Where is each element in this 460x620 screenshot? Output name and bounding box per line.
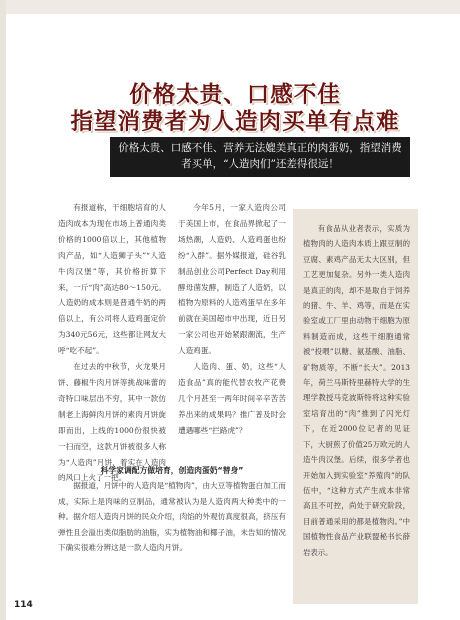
headline-line-2: 指望消费者为人造肉买单有点难 [70,109,400,135]
headline [60,82,410,136]
column-2-paragraph: 人造肉、蛋、奶，这些“人造食品”真的能代替农牧产花费几个月甚至一两年时间辛辛苦苦养出来的成果吗？推广普及时会遭遇哪些“拦路虎”？ [178,362,286,435]
headline-line-1: 价格太贵、口感不佳 [129,82,341,108]
column-1-paragraph: 在过去的中秋节，火龙果月饼、藤椒牛肉月饼等挑战味蕾的奇特口味层出不穷，其中一款仿制老上海鲜肉月饼的素肉月饼旋即而出，上线的1000份很快被一扫而空，这款月饼被很多人称为“人造肉”月饼，着实在人造肉的风口上火了一把。 [58,362,166,483]
dek-text: 价格太贵、口感不佳、营养无法媲美真正的肉蛋奶，指望消费者买单，“人造肉们”还差得很远！ [118,142,402,170]
subsection-title: 科学家调配方做培育，创造肉蛋奶“替身” [100,466,244,475]
sidebar-panel [293,209,418,604]
column-1-paragraph: 有报道称，干细胞培育的人造肉成本为现在市场上普通肉类价格的1000倍以上，其他植物肉产品，如“人造狮子头”“人造牛肉汉堡”等，其价格折算下来，一斤“肉”高达80～150元。人造奶的成本则是普通牛奶的两倍以上，有公司将人造鸡蛋定价为340元56元，这些都让网友大呼“吃不起”。 [58,203,166,356]
column-1 [58,200,166,486]
column-2-paragraph: 今年5月，一家人造肉公司于美国上市，在食品界掀起了一场热潮，人造奶、人造鸡蛋也纷纷“入群”。据外媒报道，硅谷乳制品创业公司Perfect Day利用酵母菌发酵，制造了人造奶，以植物为原料的人造鸡蛋早在多年前就在美国超市中出现，近日另一家公司也开始紧跟潮流，生产人造鸡蛋。 [178,203,286,356]
column-2 [178,200,286,439]
subsection-box [58,463,286,553]
page-number: 114 [14,600,33,610]
dek-box [110,137,410,177]
subsection-paragraph: 据报道，月饼中的人造肉是“植物肉”，由大豆等植物蛋白加工而成，实际上是肉味的豆制品，通常被认为是人造肉两大种类中的一种。据介绍人造肉月饼的民众介绍，肉馅的外观仿真度很高，挤压有弹性且会溢出类似脂肪的油脂，实为植物油和椰子油，未告知的情况下确实很难分辨这是一款人造肉月饼。 [58,481,286,553]
sidebar-paragraph: 有食品从业者表示，实质为植物肉的人造肉本质上跟豆制的豆腐、素鸡产品无太大区别，但工艺更加复杂。另外一类人造肉是真正的肉，却不是取自于饲养的猪、牛、羊、鸡等，而是在实验室或工厂里由动物干细胞为原料制造而成，这些干细胞通常被“投喂”以糖、氨基酸、油脂、矿物质等，不断“长大”。2013年，荷兰马斯特里赫特大学的生理学教授马克波斯特将这种实验室培育出的“肉”推到了闪光灯下，在近2000位记者的见证下，大厨煎了价值25万欧元的人造牛肉汉堡。后续，很多学者也开始加入到实验室“养殖肉”的队伍中，“这种方式产生成本非常高且不可控，尚处于研究阶段，目前普通采用的都是植物肉。”中国植物性食品产业联盟秘书长薛岩表示。 [303,224,410,557]
